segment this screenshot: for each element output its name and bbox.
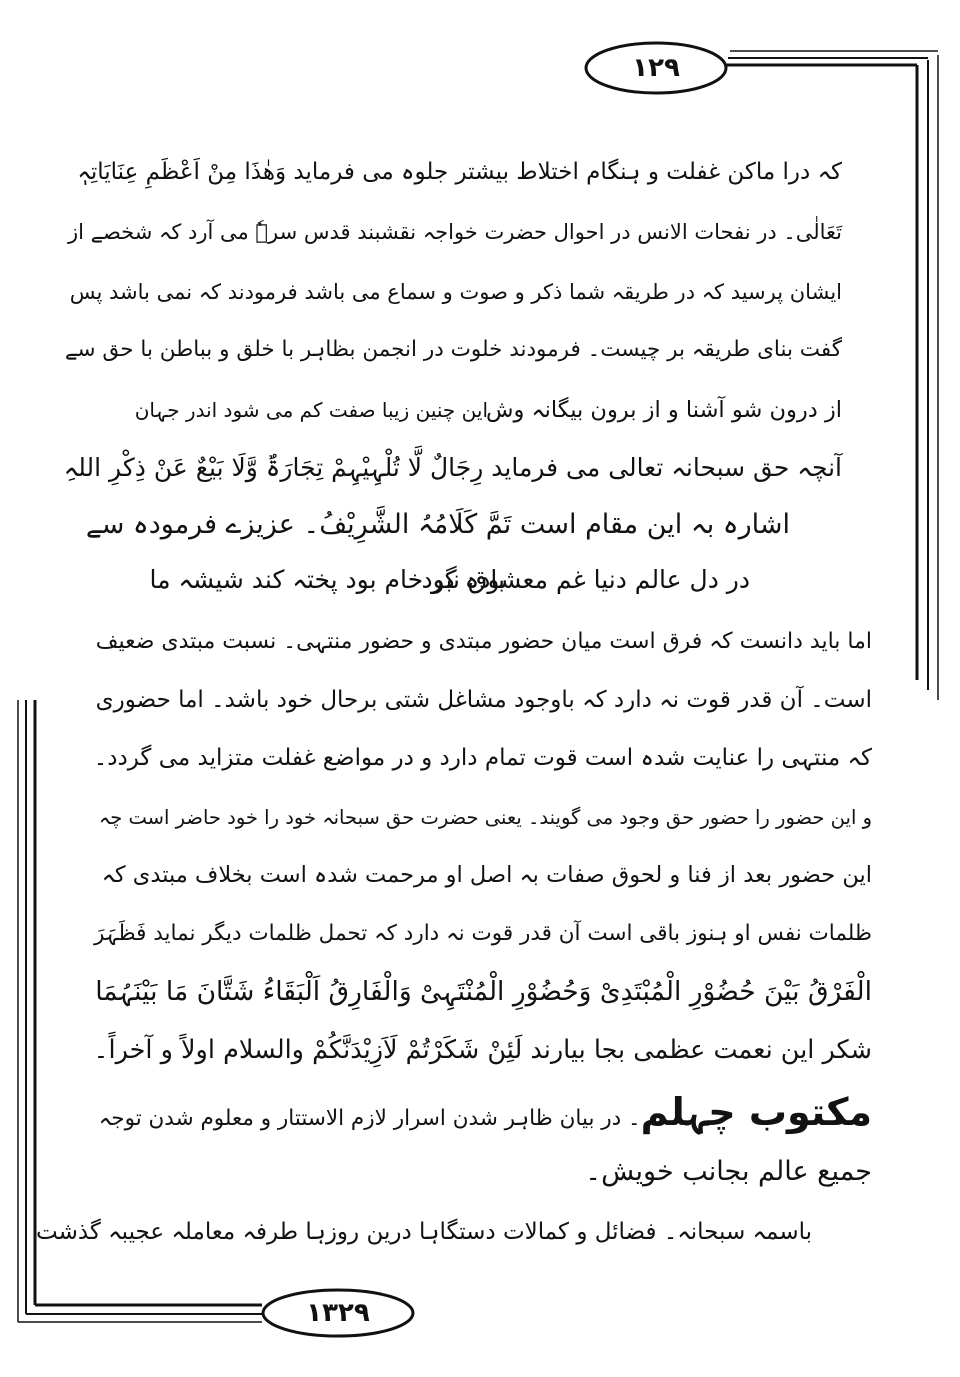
text-line: ظلمات نفس او ہنوز باقی است آن قدر قوت نہ دارد کہ تحمل ظلمات دیگر نماید فَظَہَرَ bbox=[93, 921, 872, 946]
text-line: باسمہ سبحانہ۔ فضائل و کمالات دستگاہا درین روزہا طرفہ معاملہ عجیبہ گذشت bbox=[35, 1219, 812, 1245]
text-line: آنچہ حق سبحانہ تعالی می فرماید رِجَالٌ لَّا تُلْہِیْہِمْ تِجَارَۃٌ وَّلَا بَیْعٌ عَنْ ذِکْرِ اللہِ bbox=[63, 453, 842, 482]
verse-1-left: این چنین زیبا صفت کم می شود اندر جہان bbox=[134, 398, 488, 422]
text-line: الْفَرْقُ بَیْنَ حُضُوْرِ الْمُبْتَدِیْ وَحُضُوْرِ الْمُنْتَہِیْ وَالْفَارِقُ اَلْبَقَاءُ شَتَّانَ مَا بَیْنَہُمَا bbox=[95, 976, 872, 1007]
text-line: اشارہ بہ این مقام است تَمَّ کَلَامُہُ الشَّرِیْفُ۔ عزیزے فرمودہ سے bbox=[85, 509, 790, 540]
letter-heading bbox=[99, 1092, 872, 1139]
text-line: شکر این نعمت عظمی بجا بیارند لَئِنْ شَکَرْتُمْ لَاَزِیْدَنَّکُمْ والسلام اولاً و آخراً۔ bbox=[93, 1035, 872, 1065]
text-line: است۔ آن قدر قوت نہ دارد کہ باوجود مشاغل شتی برحال خود باشد۔ اما حضوری bbox=[95, 687, 872, 713]
text-line: و این حضور را حضور حق وجود می گویند۔ یعنی حضرت حق سبحانہ خود را خود حاضر است چہ bbox=[98, 806, 872, 829]
verse-2-left: بادہ گر خام بود پختہ کند شیشہ ما bbox=[149, 565, 505, 594]
page-number-bottom: ١٣٢٩ bbox=[306, 1298, 370, 1328]
text-line: این حضور بعد از فنا و لحوق صفات بہ اصل او مرحمت شدہ است بخلاف مبتدی کہ bbox=[101, 862, 872, 888]
text-line: تَعَالٰی۔ در نفحات الانس در احوال حضرت خواجہ نقشبند قدس سرہٗ می آرد کہ شخصے از bbox=[68, 220, 842, 244]
text-line: جمیع عالم بجانب خویش۔ bbox=[585, 1156, 872, 1187]
text-line: اما باید دانست کہ فرق است میان حضور مبتدی و حضور منتہی۔ نسبت مبتدی ضعیف bbox=[95, 629, 872, 654]
letter-title: مکتوب چہلم bbox=[640, 1090, 872, 1134]
verse-2-right: در دل عالم دنیا غم معشوق نبود bbox=[421, 565, 750, 594]
page-number-top: ١٢٩ bbox=[632, 53, 680, 83]
text-line: گفت بنای طریقہ بر چیست۔ فرمودند خلوت در انجمن بظاہر با خلق و بباطن با حق سے bbox=[64, 337, 842, 362]
letter-subtitle: ۔ در بیان ظاہر شدن اسرار لازم الاستتار و معلوم شدن توجہ bbox=[98, 1106, 641, 1131]
text-line: ایشان پرسید کہ در طریقہ شما ذکر و صوت و سماع می باشد فرمودند کہ نمی باشد پس bbox=[69, 280, 842, 304]
text-line: کہ درا ماکن غفلت و ہنگام اختلاط بیشتر جلوہ می فرماید وَھٰذَا مِنْ اَعْظَمِ عِنَایَاتِہٖ bbox=[77, 159, 842, 185]
verse-1-right: از درون شو آشنا و از برون بیگانہ وش bbox=[486, 397, 842, 423]
text-line: کہ منتہی را عنایت شدہ است قوت تمام دارد و در مواضع غفلت متزاید می گردد۔ bbox=[93, 745, 872, 771]
